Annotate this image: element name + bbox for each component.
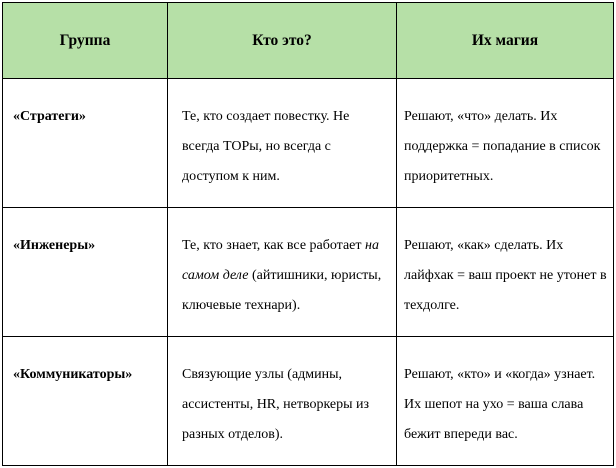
group-name-engineers: «Инженеры»: [13, 238, 96, 253]
who-cell: [168, 208, 397, 337]
table-row: [3, 79, 614, 208]
magic-description: Решают, «как» сделать. Их лайфхак = ваш проект не утонет в техдолге.: [404, 238, 607, 313]
table-body: [3, 79, 614, 466]
header-who: Кто это?: [168, 3, 397, 79]
table-row: [3, 208, 614, 337]
stakeholder-table: [2, 2, 614, 466]
magic-cell: [397, 79, 614, 208]
magic-description: Решают, «кто» и «когда» узнает. Их шепот на ухо = ваша слава бежит впереди вас.: [404, 367, 596, 442]
who-description: Связующие узлы (админы, ассистенты, HR, нетворкеры из разных отделов).: [182, 367, 370, 442]
header-row: [3, 3, 614, 79]
group-cell: [3, 337, 168, 466]
table-header: [3, 3, 614, 79]
who-text-before: Те, кто знает, как все работает: [182, 238, 366, 253]
who-text-emphasis: на самом деле: [182, 238, 379, 283]
group-cell: [3, 208, 168, 337]
group-name-communicators: «Коммуникаторы»: [13, 367, 133, 382]
magic-description: Решают, «что» делать. Их поддержка = попадание в список приоритетных.: [404, 109, 601, 184]
group-cell: [3, 79, 168, 208]
magic-cell: [397, 208, 614, 337]
header-group: Группа: [3, 3, 168, 79]
who-cell: [168, 337, 397, 466]
group-name-strategists: «Стратеги»: [13, 109, 86, 124]
who-description: Те, кто создает повестку. Не всегда ТОРы, но всегда с доступом к ним.: [182, 109, 350, 184]
who-description: [168, 208, 396, 321]
who-cell: [168, 79, 397, 208]
magic-cell: [397, 337, 614, 466]
table-row: [3, 337, 614, 466]
header-magic: Их магия: [397, 3, 614, 79]
who-text-after: (айтишники, юристы, ключевые технари).: [182, 268, 382, 313]
